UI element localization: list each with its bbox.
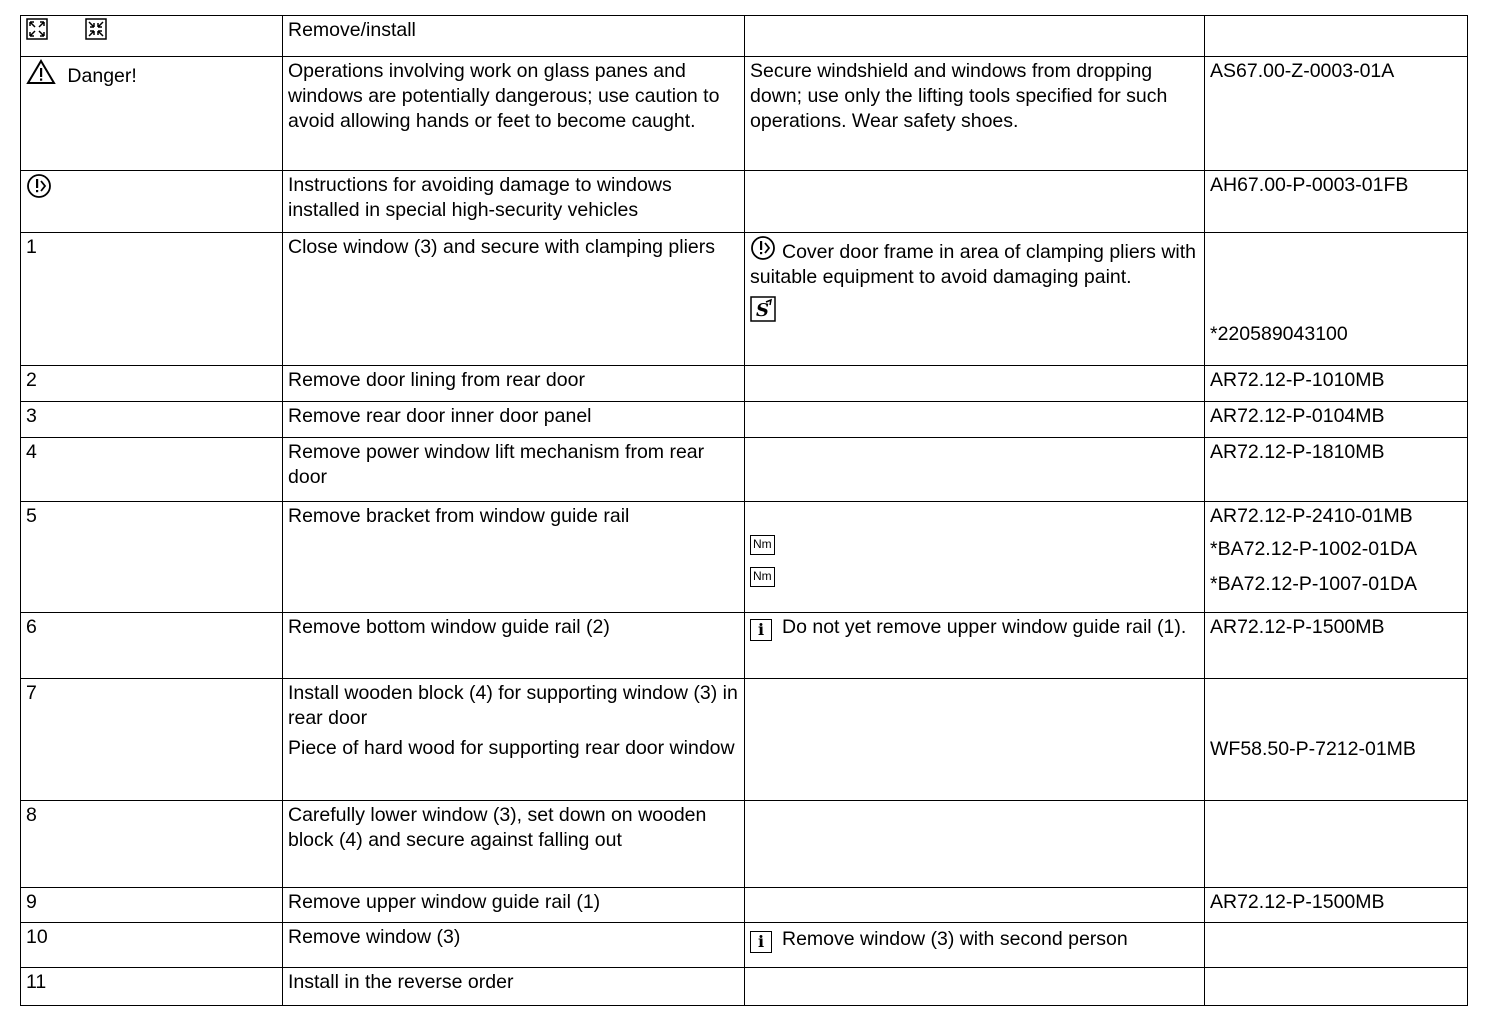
step-cell — [21, 171, 283, 233]
ref-cell: AR72.12-P-0104MB — [1205, 402, 1468, 438]
special-tool-icon — [750, 296, 776, 322]
note-text: Cover door frame in area of clamping pliers with suitable equipment to avoid damaging paint. — [750, 241, 1197, 288]
info-icon: i — [750, 619, 772, 641]
ref-line: AR72.12-P-2410-01MB — [1210, 505, 1413, 527]
table-row — [21, 233, 1468, 366]
operation-cell — [283, 679, 745, 801]
notes-cell — [745, 366, 1205, 402]
operation-cell: Remove/install — [283, 16, 745, 57]
ref-cell — [1205, 679, 1468, 801]
ref-cell: AR72.12-P-1500MB — [1205, 613, 1468, 679]
ref-cell: AR72.12-P-1010MB — [1205, 366, 1468, 402]
ref-line: *BA72.12-P-1002-01DA — [1210, 538, 1418, 560]
operation-cell: Remove power window lift mechanism from rear door — [283, 438, 745, 502]
step-cell: 8 — [21, 801, 283, 888]
operation-cell: Install in the reverse order — [283, 968, 745, 1006]
operation-cell: Remove bracket from window guide rail — [283, 502, 745, 613]
caution-circle-icon — [750, 235, 776, 261]
step-cell — [21, 16, 283, 57]
notes-cell — [745, 968, 1205, 1006]
remove-icon — [26, 18, 48, 40]
operation-cell: Operations involving work on glass panes and windows are potentially dangerous; use caution to avoid allowing hands or feet to become caught. — [283, 57, 745, 171]
operation-cell: Remove door lining from rear door — [283, 366, 745, 402]
ref-cell: AR72.12-P-1810MB — [1205, 438, 1468, 502]
notes-cell — [745, 402, 1205, 438]
ref-line: WF58.50-P-7212-01MB — [1210, 738, 1416, 760]
notes-cell — [745, 923, 1205, 968]
table-row — [21, 502, 1468, 613]
step-cell: 5 — [21, 502, 283, 613]
note-text: Remove window (3) with second person — [782, 928, 1128, 950]
table-row — [21, 402, 1468, 438]
step-cell: 11 — [21, 968, 283, 1006]
ref-cell — [1205, 923, 1468, 968]
step-cell: 1 — [21, 233, 283, 366]
operation-cell: Remove rear door inner door panel — [283, 402, 745, 438]
table-row — [21, 613, 1468, 679]
svg-text:S: S — [756, 300, 769, 321]
ref-cell — [1205, 16, 1468, 57]
operation-line: Piece of hard wood for supporting rear door window — [288, 737, 735, 759]
table-row — [21, 679, 1468, 801]
table-row — [21, 57, 1468, 171]
notes-cell — [745, 679, 1205, 801]
ref-cell — [1205, 233, 1468, 366]
notes-cell: Secure windshield and windows from dropping down; use only the lifting tools specified for such operations. Wear safety shoes. — [745, 57, 1205, 171]
note-text: Do not yet remove upper window guide rail (1). — [782, 616, 1187, 638]
ref-cell — [1205, 502, 1468, 613]
notes-cell — [745, 171, 1205, 233]
ref-line: *BA72.12-P-1007-01DA — [1210, 573, 1418, 595]
notes-cell — [745, 888, 1205, 923]
notes-cell — [745, 16, 1205, 57]
step-cell: 4 — [21, 438, 283, 502]
step-cell: 2 — [21, 366, 283, 402]
table-row — [21, 366, 1468, 402]
step-cell — [21, 57, 283, 171]
notes-cell — [745, 233, 1205, 366]
notes-cell — [745, 613, 1205, 679]
table-row — [21, 16, 1468, 57]
operation-cell: Carefully lower window (3), set down on wooden block (4) and secure against falling out — [283, 801, 745, 888]
step-cell: 9 — [21, 888, 283, 923]
torque-icon: Nm — [750, 567, 775, 587]
ref-cell — [1205, 801, 1468, 888]
ref-cell: AH67.00-P-0003-01FB — [1205, 171, 1468, 233]
danger-label: Danger! — [67, 65, 137, 87]
table-row — [21, 968, 1468, 1006]
notes-cell — [745, 438, 1205, 502]
table-row — [21, 801, 1468, 888]
torque-icon: Nm — [750, 535, 775, 555]
table-row — [21, 438, 1468, 502]
install-icon — [85, 18, 107, 40]
step-cell: 10 — [21, 923, 283, 968]
notes-cell — [745, 502, 1205, 613]
ref-cell: AR72.12-P-1500MB — [1205, 888, 1468, 923]
step-cell: 7 — [21, 679, 283, 801]
notes-cell — [745, 801, 1205, 888]
operation-line: Install wooden block (4) for supporting window (3) in rear door — [288, 682, 738, 729]
table-row — [21, 888, 1468, 923]
table-row — [21, 171, 1468, 233]
info-icon: i — [750, 931, 772, 953]
operation-cell: Close window (3) and secure with clamping pliers — [283, 233, 745, 366]
tool-line — [750, 296, 1200, 326]
operation-cell: Remove window (3) — [283, 923, 745, 968]
warning-triangle-icon — [26, 59, 56, 85]
caution-circle-icon — [26, 173, 52, 199]
ref-cell — [1205, 968, 1468, 1006]
operation-cell: Remove bottom window guide rail (2) — [283, 613, 745, 679]
step-cell: 3 — [21, 402, 283, 438]
procedure-table — [20, 15, 1468, 1006]
tool-number: *220589043100 — [1210, 323, 1348, 345]
table-row — [21, 923, 1468, 968]
ref-cell: AS67.00-Z-0003-01A — [1205, 57, 1468, 171]
operation-cell: Instructions for avoiding damage to windows installed in special high-security vehicles — [283, 171, 745, 233]
operation-cell: Remove upper window guide rail (1) — [283, 888, 745, 923]
step-cell: 6 — [21, 613, 283, 679]
